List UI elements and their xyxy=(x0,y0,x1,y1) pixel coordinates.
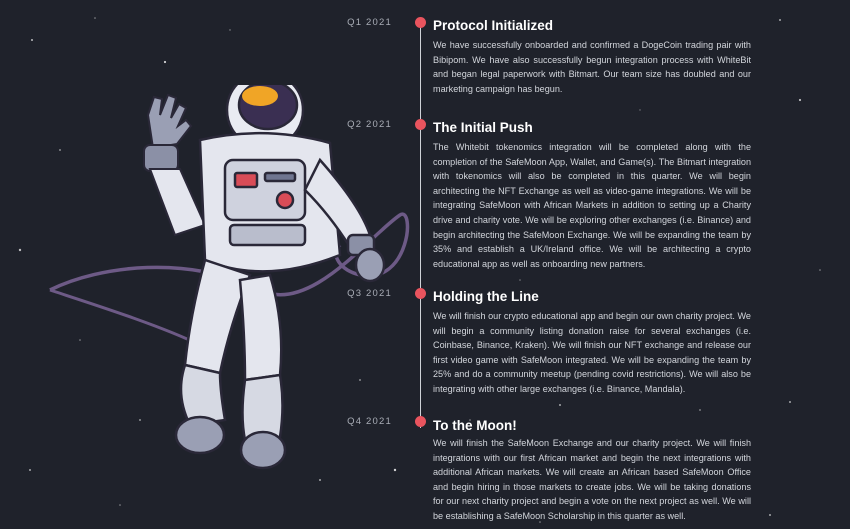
timeline-date: Q4 2021 xyxy=(347,416,392,427)
timeline-title: Protocol Initialized xyxy=(433,18,554,33)
timeline-date: Q2 2021 xyxy=(347,119,392,130)
timeline-title: To the Moon! xyxy=(433,418,517,433)
timeline-dot xyxy=(415,17,426,28)
timeline-description: We will finish the SafeMoon Exchange and our charity project. We will finish integrations with our first African market and begin the next integrations with additional African markets. We will create an African based SafeMoon Office and begin hiring in those markets to create jobs. We will be taking donations for our next charity project and begin a vote on the next project as well. We will be establishing a SafeMoon Scholarship in this quarter as well. xyxy=(433,438,751,521)
timeline-dot xyxy=(415,119,426,130)
timeline-title: Holding the Line xyxy=(433,289,539,304)
timeline-line xyxy=(420,18,421,428)
timeline-description: We will finish our crypto educational app and begin our own charity project. We will begin a community listing donation raise for several exchanges (i.e. Coinbase, Binance, Kraken). We will finish our NFT exchange and release our first video game with SafeMoon integrated. We will be expanding the team by 25% and do a community meetup (pending covid restrictions). We will also be integrating with other large exchanges (i.e. Binance, Mandala). xyxy=(433,311,751,394)
timeline-dot xyxy=(415,288,426,299)
timeline-date: Q1 2021 xyxy=(347,17,392,28)
timeline-title: The Initial Push xyxy=(433,120,533,135)
astronaut-illustration xyxy=(40,85,420,515)
timeline-date: Q3 2021 xyxy=(347,288,392,299)
timeline-dot xyxy=(415,416,426,427)
timeline-description: The Whitebit tokenomics integration will be completed along with the completion of the SafeMoon App, Wallet, and Game(s). The Bitmart integration with tokenomics will also be completed in this quarter. We will begin architecting the NFT Exchange as well as video-game integrations. We will be integrating SafeMoon with African Markets in addition to setting up a Charity drive and charity vote. We will be exploring other exchanges (i.e. Binance) and begin architecting the SafeMoon Exchange. We will be expanding the team by 35% and establish a UK/Ireland office. We will be architecting a crypto educational app as well as onboarding new partners. xyxy=(433,142,751,269)
timeline-description: We have successfully onboarded and confirmed a DogeCoin trading pair with Bibipom. We have also successfully begun integration process with WhiteBit and began legal paperwork with Bitmart. Our team size has doubled and our marketing campaign has begun. xyxy=(433,40,751,94)
